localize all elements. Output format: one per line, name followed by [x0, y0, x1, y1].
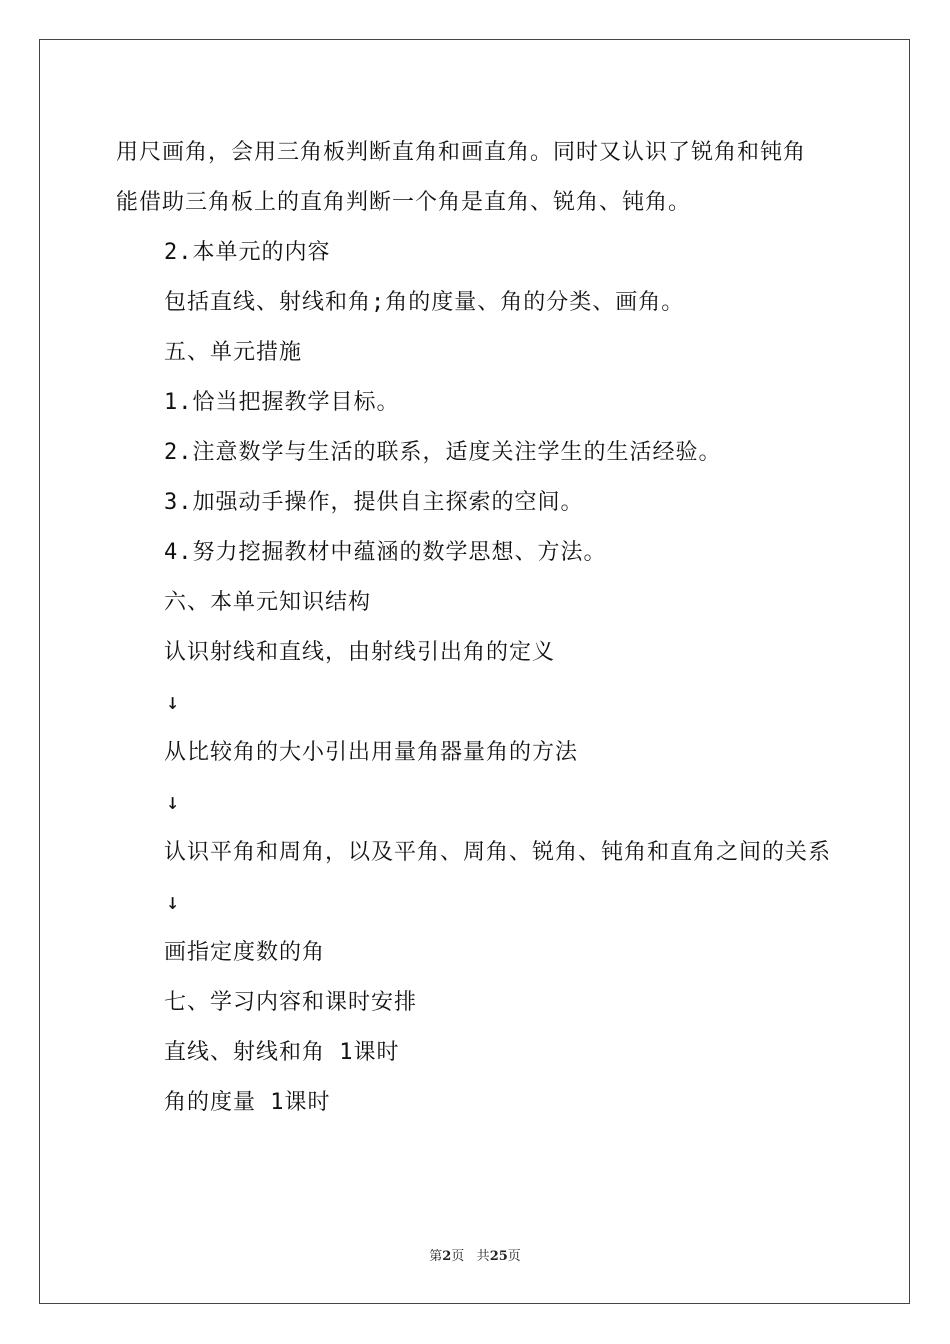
paragraph-line: 包括直线、射线和角;角的度量、角的分类、画角。 [164, 290, 685, 315]
list-item: 2.注意数学与生活的联系，适度关注学生的生活经验。 [164, 440, 722, 465]
down-arrow-icon: ↓ [166, 790, 180, 815]
list-item: 3.加强动手操作，提供自主探索的空间。 [164, 490, 584, 515]
footer-total-prefix: 共 [476, 1249, 490, 1264]
section-heading: 2.本单元的内容 [164, 240, 331, 265]
structure-step: 认识平角和周角，以及平角、周角、锐角、钝角和直角之间的关系 [164, 840, 832, 865]
footer-prefix: 第 [429, 1249, 443, 1264]
footer-total-suffix: 页 [507, 1249, 521, 1264]
page-footer [0, 1245, 950, 1264]
structure-step: 认识射线和直线，由射线引出角的定义 [164, 640, 556, 665]
schedule-item: 直线、射线和角 1课时 [164, 1040, 400, 1065]
paragraph-line: 用尺画角，会用三角板判断直角和画直角。同时又认识了锐角和钝角 [116, 140, 807, 165]
section-heading: 七、学习内容和课时安排 [164, 990, 418, 1015]
structure-step: 画指定度数的角 [164, 940, 326, 965]
total-page-count: 25 [489, 1249, 508, 1264]
down-arrow-icon: ↓ [166, 690, 180, 715]
list-item: 1.恰当把握教学目标。 [164, 390, 400, 415]
down-arrow-icon: ↓ [166, 890, 180, 915]
document-body [116, 128, 836, 1128]
footer-page-suffix: 页 [451, 1249, 465, 1264]
paragraph-line: 能借助三角板上的直角判断一个角是直角、锐角、钝角。 [116, 190, 692, 215]
section-heading: 五、单元措施 [164, 340, 303, 365]
schedule-item: 角的度量 1课时 [164, 1090, 331, 1115]
section-heading: 六、本单元知识结构 [164, 590, 372, 615]
list-item: 4.努力挖掘教材中蕴涵的数学思想、方法。 [164, 540, 607, 565]
structure-step: 从比较角的大小引出用量角器量角的方法 [164, 740, 579, 765]
current-page-number: 2 [442, 1249, 452, 1264]
